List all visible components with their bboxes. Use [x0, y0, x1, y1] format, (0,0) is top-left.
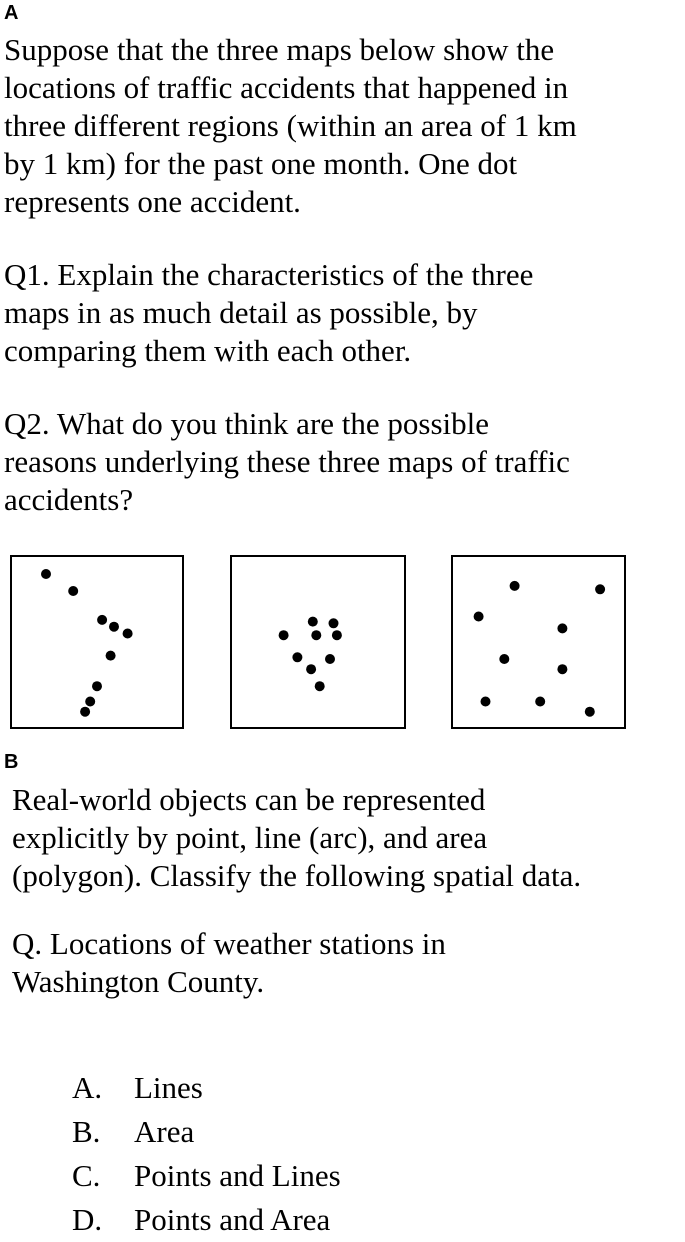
accident-map-dispersed — [451, 555, 626, 729]
accident-dot — [585, 707, 595, 717]
option-text: Lines — [134, 1070, 203, 1105]
accident-dot — [499, 654, 509, 664]
q2-line: reasons underlying these three maps of traffic — [4, 444, 570, 479]
b-question-line: Washington County. — [12, 964, 265, 999]
q1-line: Q1. Explain the characteristics of the three — [4, 257, 534, 292]
accident-dot — [557, 664, 567, 674]
option-text: Points and Area — [134, 1202, 331, 1237]
panel-b-question — [12, 925, 446, 1001]
accident-dot — [535, 697, 545, 707]
accident-dot — [595, 584, 605, 594]
accident-dot — [325, 654, 335, 664]
option-a[interactable] — [72, 1066, 341, 1110]
panel-b-label: B — [4, 751, 19, 773]
accident-map-clustered — [230, 555, 406, 729]
accident-dot — [311, 630, 321, 640]
question-2 — [4, 405, 570, 519]
panel-b-intro — [12, 781, 581, 895]
accident-dot — [329, 618, 339, 628]
accident-dot — [292, 652, 302, 662]
intro-line: by 1 km) for the past one month. One dot — [4, 146, 518, 181]
q2-line: accidents? — [4, 482, 134, 517]
accident-dot — [474, 612, 484, 622]
question-1 — [4, 256, 533, 370]
accident-dot — [279, 630, 289, 640]
option-c[interactable] — [72, 1154, 341, 1198]
accident-dot — [332, 630, 342, 640]
accident-dot — [41, 569, 51, 579]
map-dots-linear — [12, 557, 182, 727]
accident-dot — [481, 697, 491, 707]
panel-a-label: A — [4, 2, 19, 24]
accident-map-linear — [10, 555, 184, 729]
option-letter: C. — [72, 1158, 101, 1193]
option-letter: D. — [72, 1202, 103, 1237]
q1-line: maps in as much detail as possible, by — [4, 295, 478, 330]
b-intro-line: (polygon). Classify the following spatial data. — [12, 858, 582, 893]
option-text: Points and Lines — [134, 1158, 341, 1193]
accident-dot — [80, 707, 90, 717]
accident-dot — [308, 617, 318, 627]
option-b[interactable] — [72, 1110, 341, 1154]
b-intro-line: explicitly by point, line (arc), and area — [12, 820, 488, 855]
accident-dot — [510, 581, 520, 591]
accident-dot — [306, 664, 316, 674]
accident-dot — [557, 623, 567, 633]
accident-dot — [123, 629, 133, 639]
intro-line: represents one accident. — [4, 184, 301, 219]
map-dots-dispersed — [453, 557, 624, 727]
accident-dot — [109, 622, 119, 632]
q2-line: Q2. What do you think are the possible — [4, 406, 490, 441]
option-letter: B. — [72, 1114, 101, 1149]
intro-line: Suppose that the three maps below show the — [4, 32, 555, 67]
map-dots-clustered — [232, 557, 404, 727]
option-text: Area — [134, 1114, 195, 1149]
option-letter: A. — [72, 1070, 103, 1105]
b-question-line: Q. Locations of weather stations in — [12, 926, 446, 961]
accident-dot — [106, 651, 116, 661]
b-intro-line: Real-world objects can be represented — [12, 782, 486, 817]
option-d[interactable] — [72, 1198, 341, 1242]
panel-a-intro — [4, 31, 577, 221]
intro-line: three different regions (within an area of 1 km — [4, 108, 577, 143]
accident-dot — [68, 586, 78, 596]
accident-dot — [92, 681, 102, 691]
answer-options — [72, 1066, 341, 1242]
accident-dot — [315, 681, 325, 691]
intro-line: locations of traffic accidents that happened in — [4, 70, 569, 105]
q1-line: comparing them with each other. — [4, 333, 412, 368]
accident-dot — [85, 697, 95, 707]
accident-dot — [97, 615, 107, 625]
